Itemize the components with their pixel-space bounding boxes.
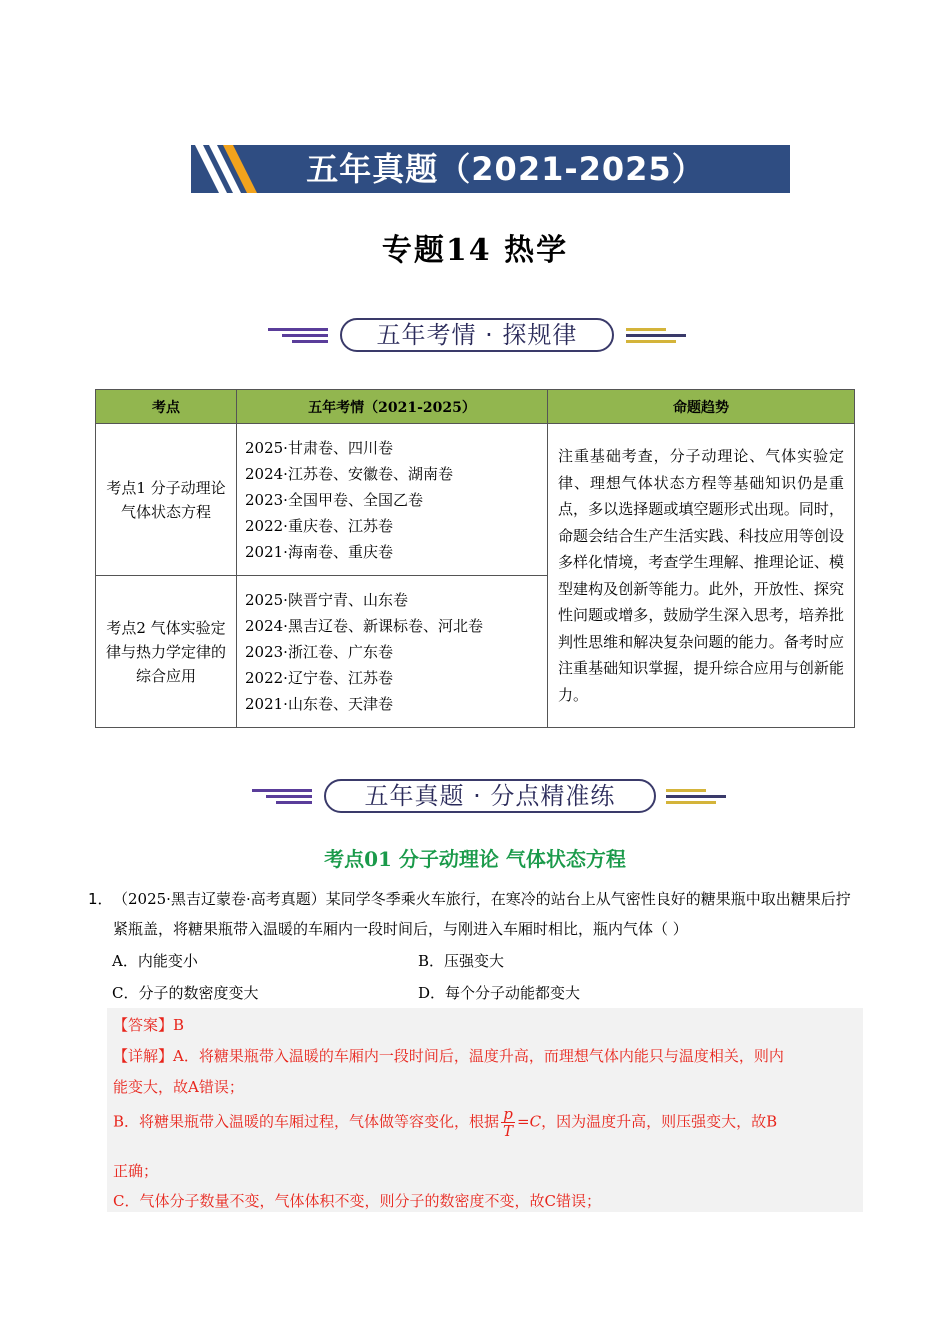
- year-entry: 2022·辽宁卷、江苏卷: [245, 668, 393, 687]
- decorative-lines-left-icon: [252, 787, 314, 807]
- header-years: 五年考情（2021-2025）: [237, 390, 548, 424]
- section-label: 五年真题 · 分点精准练: [324, 779, 656, 813]
- year-entry: 2025·甘肃卷、四川卷: [245, 438, 393, 457]
- question-number: 1．: [88, 890, 113, 908]
- option-b: B．压强变大: [418, 952, 505, 970]
- header-point: 考点: [96, 390, 237, 424]
- detail-b-tail: ，因为温度升高，则压强变大，故B: [541, 1112, 778, 1131]
- trend-cell: 注重基础考查，分子动理论、气体实验定律、理想气体状态方程等基础知识仍是重点，多以选择题或填空题形式出现。同时，命题会结合生产生活实践、科技应用等创设多样化情境，考查学生理解、推理论证、模型建构及创新等能力。此外，开放性、探究性问题或增多，鼓励学生深入思考，培养批判性思维和解决复杂问题的能力。备考时应注重基础知识掌握，提升综合应用与创新能力。: [548, 424, 855, 728]
- years-cell: [237, 424, 548, 576]
- question-1: [88, 884, 863, 944]
- detail-a: [113, 1045, 784, 1066]
- detail-a-text: A．将糖果瓶带入温暖的车厢内一段时间后，温度升高，而理想气体内能只与温度相关，则内: [173, 1047, 784, 1065]
- years-cell: [237, 576, 548, 728]
- section-label: 五年考情 · 探规律: [340, 318, 614, 352]
- title-banner: [191, 145, 790, 193]
- table-row: [96, 424, 855, 576]
- year-entry: 2023·全国甲卷、全国乙卷: [245, 490, 423, 509]
- fraction-denominator: T: [503, 1122, 514, 1140]
- detail-c: C．气体分子数量不变，气体体积不变，则分子的数密度不变，故C错误；: [113, 1192, 601, 1210]
- detail-a-cont: 能变大，故A错误；: [113, 1078, 244, 1096]
- option-d: D．每个分子动能都变大: [418, 984, 581, 1002]
- table-header-row: [96, 390, 855, 424]
- header-trend: 命题趋势: [548, 390, 855, 424]
- year-entry: 2025·陕晋宁青、山东卷: [245, 590, 408, 609]
- detail-b-cont: 正确；: [113, 1162, 159, 1180]
- year-entry: 2024·黑吉辽卷、新课标卷、河北卷: [245, 616, 483, 635]
- answer-explanation: [107, 1008, 863, 1212]
- decorative-lines-right-icon: [626, 326, 688, 346]
- exam-analysis-table: [95, 389, 855, 728]
- formula-fraction: [501, 1106, 515, 1139]
- document-title: 专题14 热学: [381, 233, 569, 268]
- decorative-lines-right-icon: [666, 787, 728, 807]
- fraction-numerator: p: [501, 1106, 515, 1123]
- point-cell: 考点1 分子动理论 气体状态方程: [96, 424, 237, 576]
- section-header-trends: [268, 318, 688, 358]
- year-entry: 2022·重庆卷、江苏卷: [245, 516, 393, 535]
- year-entry: 2024·江苏卷、安徽卷、湖南卷: [245, 464, 453, 483]
- year-entry: 2021·山东卷、天津卷: [245, 694, 393, 713]
- option-a: A．内能变小: [112, 952, 198, 970]
- year-entry: 2021·海南卷、重庆卷: [245, 542, 393, 561]
- formula-equals: =C: [517, 1112, 542, 1131]
- subsection-heading: 考点01 分子动理论 气体状态方程: [324, 847, 626, 871]
- banner-title: 五年真题（2021-2025）: [306, 150, 705, 188]
- year-entry: 2023·浙江卷、广东卷: [245, 642, 393, 661]
- detail-b: [113, 1106, 777, 1139]
- question-text: （2025·黑吉辽蒙卷·高考真题）某同学冬季乘火车旅行，在寒冷的站台上从气密性良好的糖果瓶中取出糖果后拧紧瓶盖，将糖果瓶带入温暖的车厢内一段时间后，与刚进入车厢时相比，瓶内气体（ ）: [113, 890, 851, 938]
- point-cell: 考点2 气体实验定律与热力学定律的综合应用: [96, 576, 237, 728]
- answer-line: 【答案】B: [113, 1016, 185, 1034]
- decorative-lines-left-icon: [268, 326, 330, 346]
- option-c: C．分子的数密度变大: [112, 984, 259, 1002]
- section-header-practice: [252, 779, 732, 819]
- detail-label: 【详解】: [113, 1047, 174, 1065]
- detail-b-text: B．将糖果瓶带入温暖的车厢过程，气体做等容变化，根据: [113, 1112, 500, 1131]
